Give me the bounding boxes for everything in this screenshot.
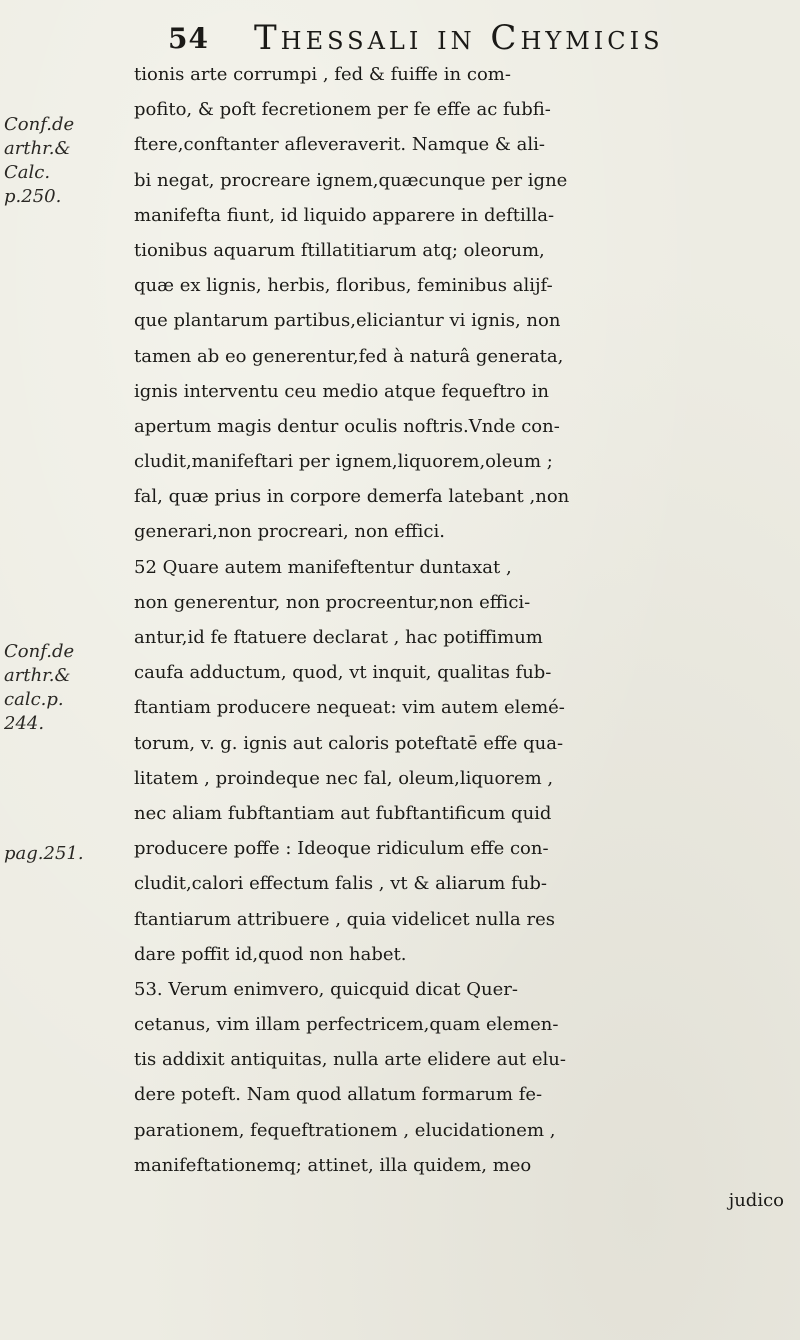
- margin-note-line: arthr.&: [4, 138, 71, 159]
- text-line: cludit,manifeftari per ignem,liquorem,oleum ;: [134, 451, 553, 473]
- margin-note-line: arthr.&: [4, 665, 71, 686]
- text-line: pofito, & poft fecretionem per fe effe ac fubfi-: [134, 99, 551, 121]
- text-line: cetanus, vim illam perfectricem,quam elemen-: [134, 1014, 559, 1036]
- margin-note-conf-arthr-calc: [4, 113, 124, 209]
- margin-note-conf-arthr-calc-244: [4, 640, 124, 736]
- text-line: dare poffit id,quod non habet.: [134, 943, 407, 965]
- text-line: apertum magis dentur oculis noftris.Vnde con-: [134, 415, 560, 437]
- margin-note-line: calc.p.: [4, 689, 64, 710]
- text-line: ftere,conftanter afleveraverit. Namque & ali-: [134, 134, 545, 156]
- margin-note-line: 244.: [4, 713, 45, 734]
- margin-note-line: Conf.de: [4, 641, 75, 662]
- text-line: manifeftationemq; attinet, illa quidem, meo: [134, 1154, 532, 1176]
- text-line: manifefta fiunt, id liquido apparere in deftilla-: [134, 204, 555, 226]
- text-line: ftantiam producere nequeat: vim autem elemé-: [134, 697, 565, 719]
- text-line: ignis interventu ceu medio atque fequeftro in: [134, 380, 549, 402]
- margin-note-line: pag.251.: [4, 843, 84, 864]
- text-line: non generentur, non procreentur,non effici-: [134, 591, 531, 613]
- text-line: tis addixit antiquitas, nulla arte elidere aut elu-: [134, 1049, 566, 1071]
- running-title: Thessali in Chymicis: [254, 18, 664, 58]
- catchword: judico: [728, 1190, 784, 1211]
- text-line: que plantarum partibus,eliciantur vi ignis, non: [134, 310, 561, 332]
- text-line: cludit,calori effectum falis , vt & aliarum fub-: [134, 873, 547, 895]
- paragraph-52-start: 52 Quare autem manifeftentur duntaxat ,: [134, 556, 512, 578]
- text-line: tionis arte corrumpi , fed & fuiffe in com-: [134, 64, 511, 85]
- text-line: nec aliam fubftantiam aut fubftantificum quid: [134, 802, 552, 824]
- text-line: ftantiarum attribuere , quia videlicet nulla res: [134, 908, 555, 930]
- text-line: producere poffe : Ideoque ridiculum effe con-: [134, 838, 549, 860]
- margin-note-pag-251: [4, 842, 124, 866]
- text-line: tionibus aquarum ftillatitiarum atq; oleorum,: [134, 239, 545, 261]
- text-line: caufa adductum, quod, vt inquit, qualitas fub-: [134, 662, 552, 684]
- text-line: torum, v. g. ignis aut caloris poteftatē effe qua-: [134, 732, 564, 754]
- text-line: antur,id fe ftatuere declarat , hac potiffimum: [134, 627, 543, 648]
- paragraph-53-start: 53. Verum enimvero, quicquid dicat Quer-: [134, 978, 518, 1000]
- page-number: 54: [168, 22, 209, 55]
- margin-note-line: Calc.: [4, 162, 51, 183]
- body-text: [134, 57, 794, 1218]
- page-header: [168, 14, 788, 60]
- text-line: fal, quæ prius in corpore demerfa latebant ,non: [134, 486, 570, 508]
- margin-note-line: p.250.: [4, 186, 62, 207]
- text-line: dere poteft. Nam quod allatum formarum fe-: [134, 1084, 543, 1106]
- text-line: litatem , proindeque nec fal, oleum,liquorem ,: [134, 767, 554, 789]
- text-line: quæ ex lignis, herbis, floribus, feminibus alijf-: [134, 275, 553, 297]
- text-line: bi negat, procreare ignem,quæcunque per igne: [134, 169, 568, 191]
- text-line: generari,non procreari, non effici.: [134, 521, 445, 543]
- text-line: tamen ab eo generentur,fed à naturâ generata,: [134, 345, 564, 367]
- text-line: parationem, fequeftrationem , elucidationem ,: [134, 1119, 556, 1141]
- margin-note-line: Conf.de: [4, 114, 75, 135]
